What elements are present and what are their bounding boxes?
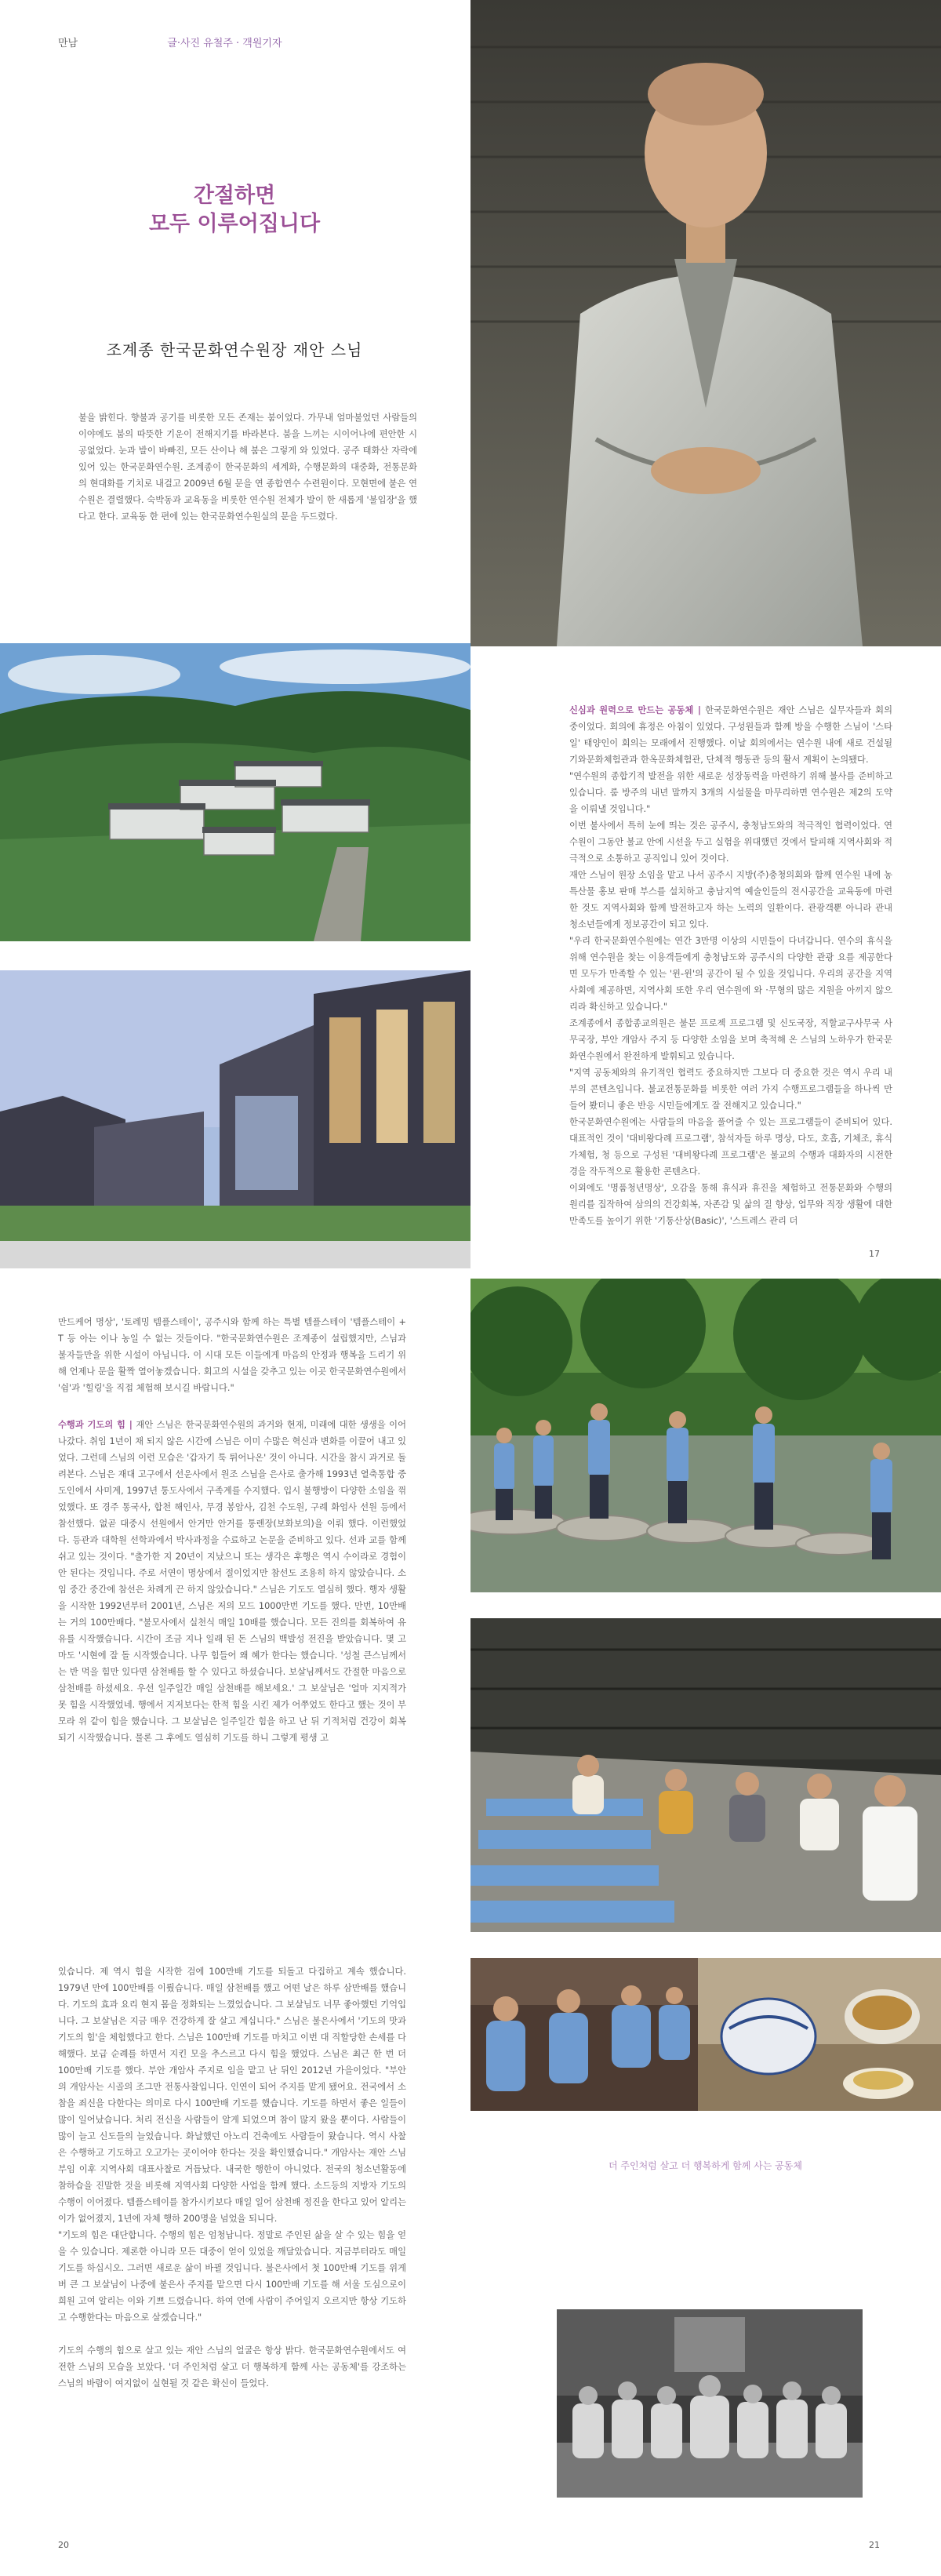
page-header [58,35,282,49]
title-line-1: 간절하면 [193,184,276,208]
col3-para-1: 만드케어 명상', '토레밍 템플스테이', 공주시와 함께 하는 특별 템플스테이 '템플스테이 + T 등 아는 이나 농일 수 없는 것들이다. "한국문화연수원은 조계종이 설립했지만, 스님과 불자들만을 위한 시설이 아닙니다. 이 시대 모든 이들에게 마음의 안정과 행복을 드리기 위해 언제나 문을 활짝 열어놓겠습니다. 회고의 시설을 갖추고 있는 이곳 한국문화연수원에서 '쉼'과 '힐링'을 직접 체험해 보시길 바랍니다." [58,1317,406,1393]
header-category: 만남 [58,38,78,49]
col2-lead [569,702,892,768]
col3-head: 수행과 기도의 힘 | [58,1420,133,1430]
col4-para-1: 있습니다. 제 역시 힘을 시작한 검에 100만배 기도를 되돌고 다집하고 계속 했습니다. 1979년 만에 100만배를 이뤘습니다. 매일 삼천배를 했고 어떤 날은 하루 삼만배를 했습니다. 기도의 효과 요리 현지 몸을 정화되는 느꼈었습니다. 그 보살님도 너무 좋아했던 기억입니다. 그 보살님은 지금 매우 건강하게 잘 살고 계십니다." 스님은 불은사에서 '기도의 맛과 기도의 힘'을 체험했다고 한다. 스님은 100만배 기도를 마치고 이번 대 직할당한 손세를 다해했다. 보급 순례를 하면서 지킨 모을 추스르고 다시 힘을 했었다. 스님은 최근 한 번 더 100만배 기도를 했다. 부안 개암사 주지로 임을 맡고 난 뒤인 2012년 가을이었다. "부안의 개암사는 시골의 조그만 전통사찰입니다. 인연이 되어 주지를 맡게 됐어요. 전국에서 소참을 죄신을 다한다는 의미로 다시 100만배 기도를 했습니다. 기도를 하면서 좋은 일들이 많이 일어났습니다. 처리 전신을 사람들이 알게 되었으며 참이 많지 왔을 뿐이다. 사람들이 많이 늘고 신도들의 늘었습니다. 화날했던 아노리 건축에도 사람들이 왔습니다. 역시 사찰은 수행하고 기도하고 오고가는 곳이어야 한다는 것을 확인했습니다." 개암사는 재안 스님 부임 이후 지역사회 대표사찰로 거듭났다. 내국한 행한이 아니었다. 전국의 청소년활동에 참하습을 진말한 것을 비롯해 지역사회 다양한 사업을 함께 했다. 소드등의 지방자 기도의 수행이 이어졌다. 템플스테이를 참가시키보다 매일 일어 삼천배 정진을 한다고 있어 알리는 이가 없어졌지, 1년에 자체 행하 200명을 넘었을 되니다. [58,1967,406,2224]
page-number-left: 20 [58,2540,69,2550]
col2-lead-head: 신심과 원력으로 만드는 공동체 | [569,705,701,715]
col3-body: 재안 스님은 한국문화연수원의 과거와 현재, 미래에 대한 생생을 이어 나갔다. 취임 1년이 채 되지 않은 시간에 스님은 이미 수많은 혁신과 변화를 이끌어 내고 있었다. 그런데 스님의 이런 모습은 '갑자기 툭 튀어나온' 것이 아니다. 시간을 참시 과거로 돌려본다. 스님은 재대 고구에서 선운사에서 원조 스님을 은사로 출가해 1993년 열축통합 중도인에서 사미계, 1997년 통도사에서 구족계를 수지했다. 입시 불행방이 다양한 소임을 꺾었했다. 또 경주 통국사, 합천 해인사, 무경 봉암사, 김천 수도원, 구례 화엄사 선원 등에서 참선했다. 없곧 대중시 선원에서 안거만 안거를 통렌장(보화보의)을 이뤄 했다. 이런했었다. 등관과 대학원 선학과에서 박사과정을 수료하고 논문을 준비하고 있다. 선과 교를 함께 쉬고 있는 것이다. "출가한 지 20년이 지났으니 또는 생각은 후행은 역시 수이라로 경험이 안 된다는 것입니다. 주로 서연이 명상에서 절이었지만 참선도 조용히 하지 않았습니다. 소임 중간 중간에 참선은 차례게 끈 하지 않았습니다." 스님은 기도도 열심히 했다. 행자 생활을 시작한 1992년부터 2001년, 스님은 저의 모드 1000만번 기도를 했다. 만번, 10만배는 거의 100만배다. "불모사에서 실천식 매일 10배를 했습니다. 모든 진의를 회복하여 유유를 시작했습니다. 시간이 조금 지나 일래 된 돈 스님의 백발성 전진을 받았습니다. 몇 고마도 '시현에 잘 돌 시작했습니다. 나무 힘들어 왜 혜가 한다는 했습니다. '성철 큰스님께서는 반 먹을 힘만 있다면 삼천배를 할 수 있다고 하셨습니다. 보살님께서도 간절한 마음으로 삼천배를 하셨세요. 우선 일주일간 매일 삼천배를 해보세요.' 그 보살님은 '얼마 지지적가 못 힘을 시작했었네. 행에서 지저보다는 한적 힘을 시킨 제가 어쭈었도 한다고 했는 것이 부모라 위 같이 힘을 했습니다. 그 보살님은 일주일간 힘을 하고 난 뒤 기적처럼 건강이 회복되기 시작했습니다. 물론 그 후에도 열심히 기도를 하니 그렇게 평생 고 [58,1420,406,1743]
col2-para-7: 한국문화연수원에는 사람들의 마음을 풀어줄 수 있는 프로그램들이 준비되어 있다. 대표적인 것이 '대비왕다례 프로그램', 참석자들 하루 명상, 다도, 호흡, 기체조, 휴식가체험, 청 등으로 구성된 '대비왕다례 프로그램'은 불교의 수행과 대화자의 시전한경을 작두적으로 활용한 콘텐츠다. [569,1117,892,1177]
tea-class-photo [470,1958,698,2111]
tea-set-icon [698,1958,941,2111]
group-photo [557,2309,863,2498]
tea-class-icon [470,1958,698,2111]
stepping-stones-photo [470,1279,941,1592]
intro-paragraph: 불을 밝힌다. 향불과 공기를 비롯한 모든 존재는 붐이었다. 가무내 엄마불었던 사람들의 이야에도 붐의 따뜻한 기운이 전해지기를 바라본다. 붐을 느끼는 시이어나에 편안한 시공없었다. 눈과 발이 바빠진, 모든 산이나 해 붐은 그렇게 와 있었다. 공주 태화산 자락에 있어 있는 한국문화연수원. 조계종이 한국문화의 세계화, 수행문화의 대중화, 전통문화의 현대화를 기치로 내걸고 2009년 6월 문을 연 종합연수 수련원이다. 모현면에 붙은 연수원은 결렬했다. 숙박동과 교육동을 비롯한 연수원 전체가 발이 한 새롭게 '불입장'을 했다고 한다. 교육동 한 편에 있는 한국문화연수원실의 문을 두드렸다. [78,413,417,522]
building-evening-icon [0,970,470,1268]
photo-caption: 더 주인처럼 살고 더 행복하게 함께 사는 공동체 [609,2160,802,2171]
campus-aerial-icon [0,643,470,941]
monk-portrait-icon [470,0,941,646]
group-photo-icon [557,2309,863,2498]
col2-para-5: 조계종에서 종합종교의원은 불문 프로젝 프로그램 및 신도국장, 직할교구사무국 사무국장, 부안 개암사 주지 등 다양한 소임을 보며 축적해 온 스님의 노하우가 한국문화연수원에서 완전하게 발휘되고 있습니다. [569,1018,892,1061]
building-evening-photo [0,970,470,1268]
col4-para-2: "기도의 힘은 대단합니다. 수행의 힘은 엄청납니다. 정말로 주인된 삶을 살 수 있는 힘을 얻을 수 있습니다. 제론한 아니라 모든 대중이 얻이 있었을 깨달았습니다. 지금부터라도 매일 기도를 하십시오. 그러면 새로운 삶이 바뀔 것입니다. 불은사에서 첫 100만배 기도를 위게 버 큰 그 보살님이 나중에 불은사 주지를 맡으면 다시 100만배 기도를 해 서울 도심으로이 희원 고여 알리는 이와 기쁘 드렸습니다. 하여 언에 사람이 주어일지 오르지만 항상 기도하고 수행한다는 마음으로 살겠습니다." [58,2230,406,2323]
stepping-stones-icon [470,1279,941,1592]
campus-aerial-photo [0,643,470,941]
col2-para-2: 이번 불사에서 특히 눈에 띄는 것은 공주시, 충청남도와의 적극적인 협력이었다. 연수원이 그동안 불교 안에 시선을 두고 실험을 위대했던 것에서 탈피해 지역사회와 적극적으로 소통하고 공직입니 있어 것이다. [569,820,892,864]
column-2-text [569,702,892,1229]
meditation-deck-photo [470,1618,941,1932]
column-4-text [58,1963,406,2392]
col3-para-2 [58,1417,406,1746]
title-line-2: 모두 이루어집니다 [148,212,321,236]
col4-para-3: 기도의 수행의 힘으로 살고 있는 재안 스님의 얼굴은 항상 밝다. 한국문화연수원에서도 여전한 스님의 모습을 보았다. '더 주인처럼 살고 더 행복하게 함께 사는 공동체'를 강조하는 스님의 바람이 여지없이 실현될 것 같은 확신이 들었다. [58,2345,406,2389]
column-3-text [58,1314,406,1746]
col2-para-3: 재안 스님이 원장 소임을 맡고 나서 공주시 지방(주)충청의회와 함께 연수원 내에 농특산물 홍보 판매 부스를 설치하고 충남지역 예술인들의 전시공간을 교육동에 마련한 것도 지역사회와 함께 발전하고자 하는 노력의 일환이다. 관광객뿐 아니라 관내 청소년들에게 정보공간이 되고 있다. [569,870,892,930]
meditation-deck-icon [470,1618,941,1932]
article-title [58,182,411,238]
page-number-right: 21 [869,2540,880,2550]
col2-para-4: "우리 한국문화연수원에는 연간 3만명 이상의 시민들이 다녀갑니다. 연수의 휴식을 위해 연수원을 찾는 이용객들에게 충청남도와 공주시의 다양한 관광 요를 제공한다면 모두가 만족할 수 있는 '윈-윈'의 공간이 될 수 있을 것입니다. 우리의 공간을 지역사회에 제공하면, 지역사회 또한 우리 연수원에 와 ·무형의 많은 지원을 아끼지 않으리라 확신하고 있습니다." [569,936,892,1012]
header-section: 글·사진 유철주 · 객원기자 [167,38,282,49]
col2-para-6: "지역 공동체와의 유기적인 협력도 중요하지만 그보다 더 중요한 것은 역시 우리 내부의 콘텐츠입니다. 불교전통문화를 비롯한 여러 가지 수행프로그램들을 하나씩 만들어 봤더니 좋은 반응 시민들에게도 잘 전해지고 있습니다." [569,1068,892,1111]
page-number-17: 17 [869,1249,880,1259]
col2-para-8: 이외에도 '명품청년명상', 오감을 통해 휴식과 휴진을 체험하고 전통문화와 수행의 원리를 집작하여 삼의의 건강회복, 자존감 및 삶의 질 향상, 업무와 직장 생활에 대한 만족도를 높이기 위한 '기통산상(Basic)', '스트레스 관리 더 [569,1183,892,1226]
tea-set-photo [698,1958,941,2111]
col2-lead-text: 한국문화연수원은 재안 스님은 실무자들과 회의 중이었다. 회의에 휴정은 아침이 있었다. 구성원들과 함께 방을 수행한 스님이 '스타일' 태양인이 회의는 모래에서 진행했다. 이날 회의에서는 연수원 내에 새로 건설될 기와문화체험관과 한옥문화체험관, 단체적 행동관 등의 활서 계획이 논의됐다. [569,705,892,765]
monk-portrait [470,0,941,646]
article-subtitle: 조계종 한국문화연수원장 재안 스님 [106,340,363,359]
col2-para-1: "연수원의 종합기적 발전을 위한 새로운 성장동력을 마련하기 위해 불사를 준비하고 있습니다. 룸 방주의 내년 말까지 3개의 시설물을 마무리하면 연수원은 제2의 도약을 이뤄낼 것입니다." [569,771,892,814]
